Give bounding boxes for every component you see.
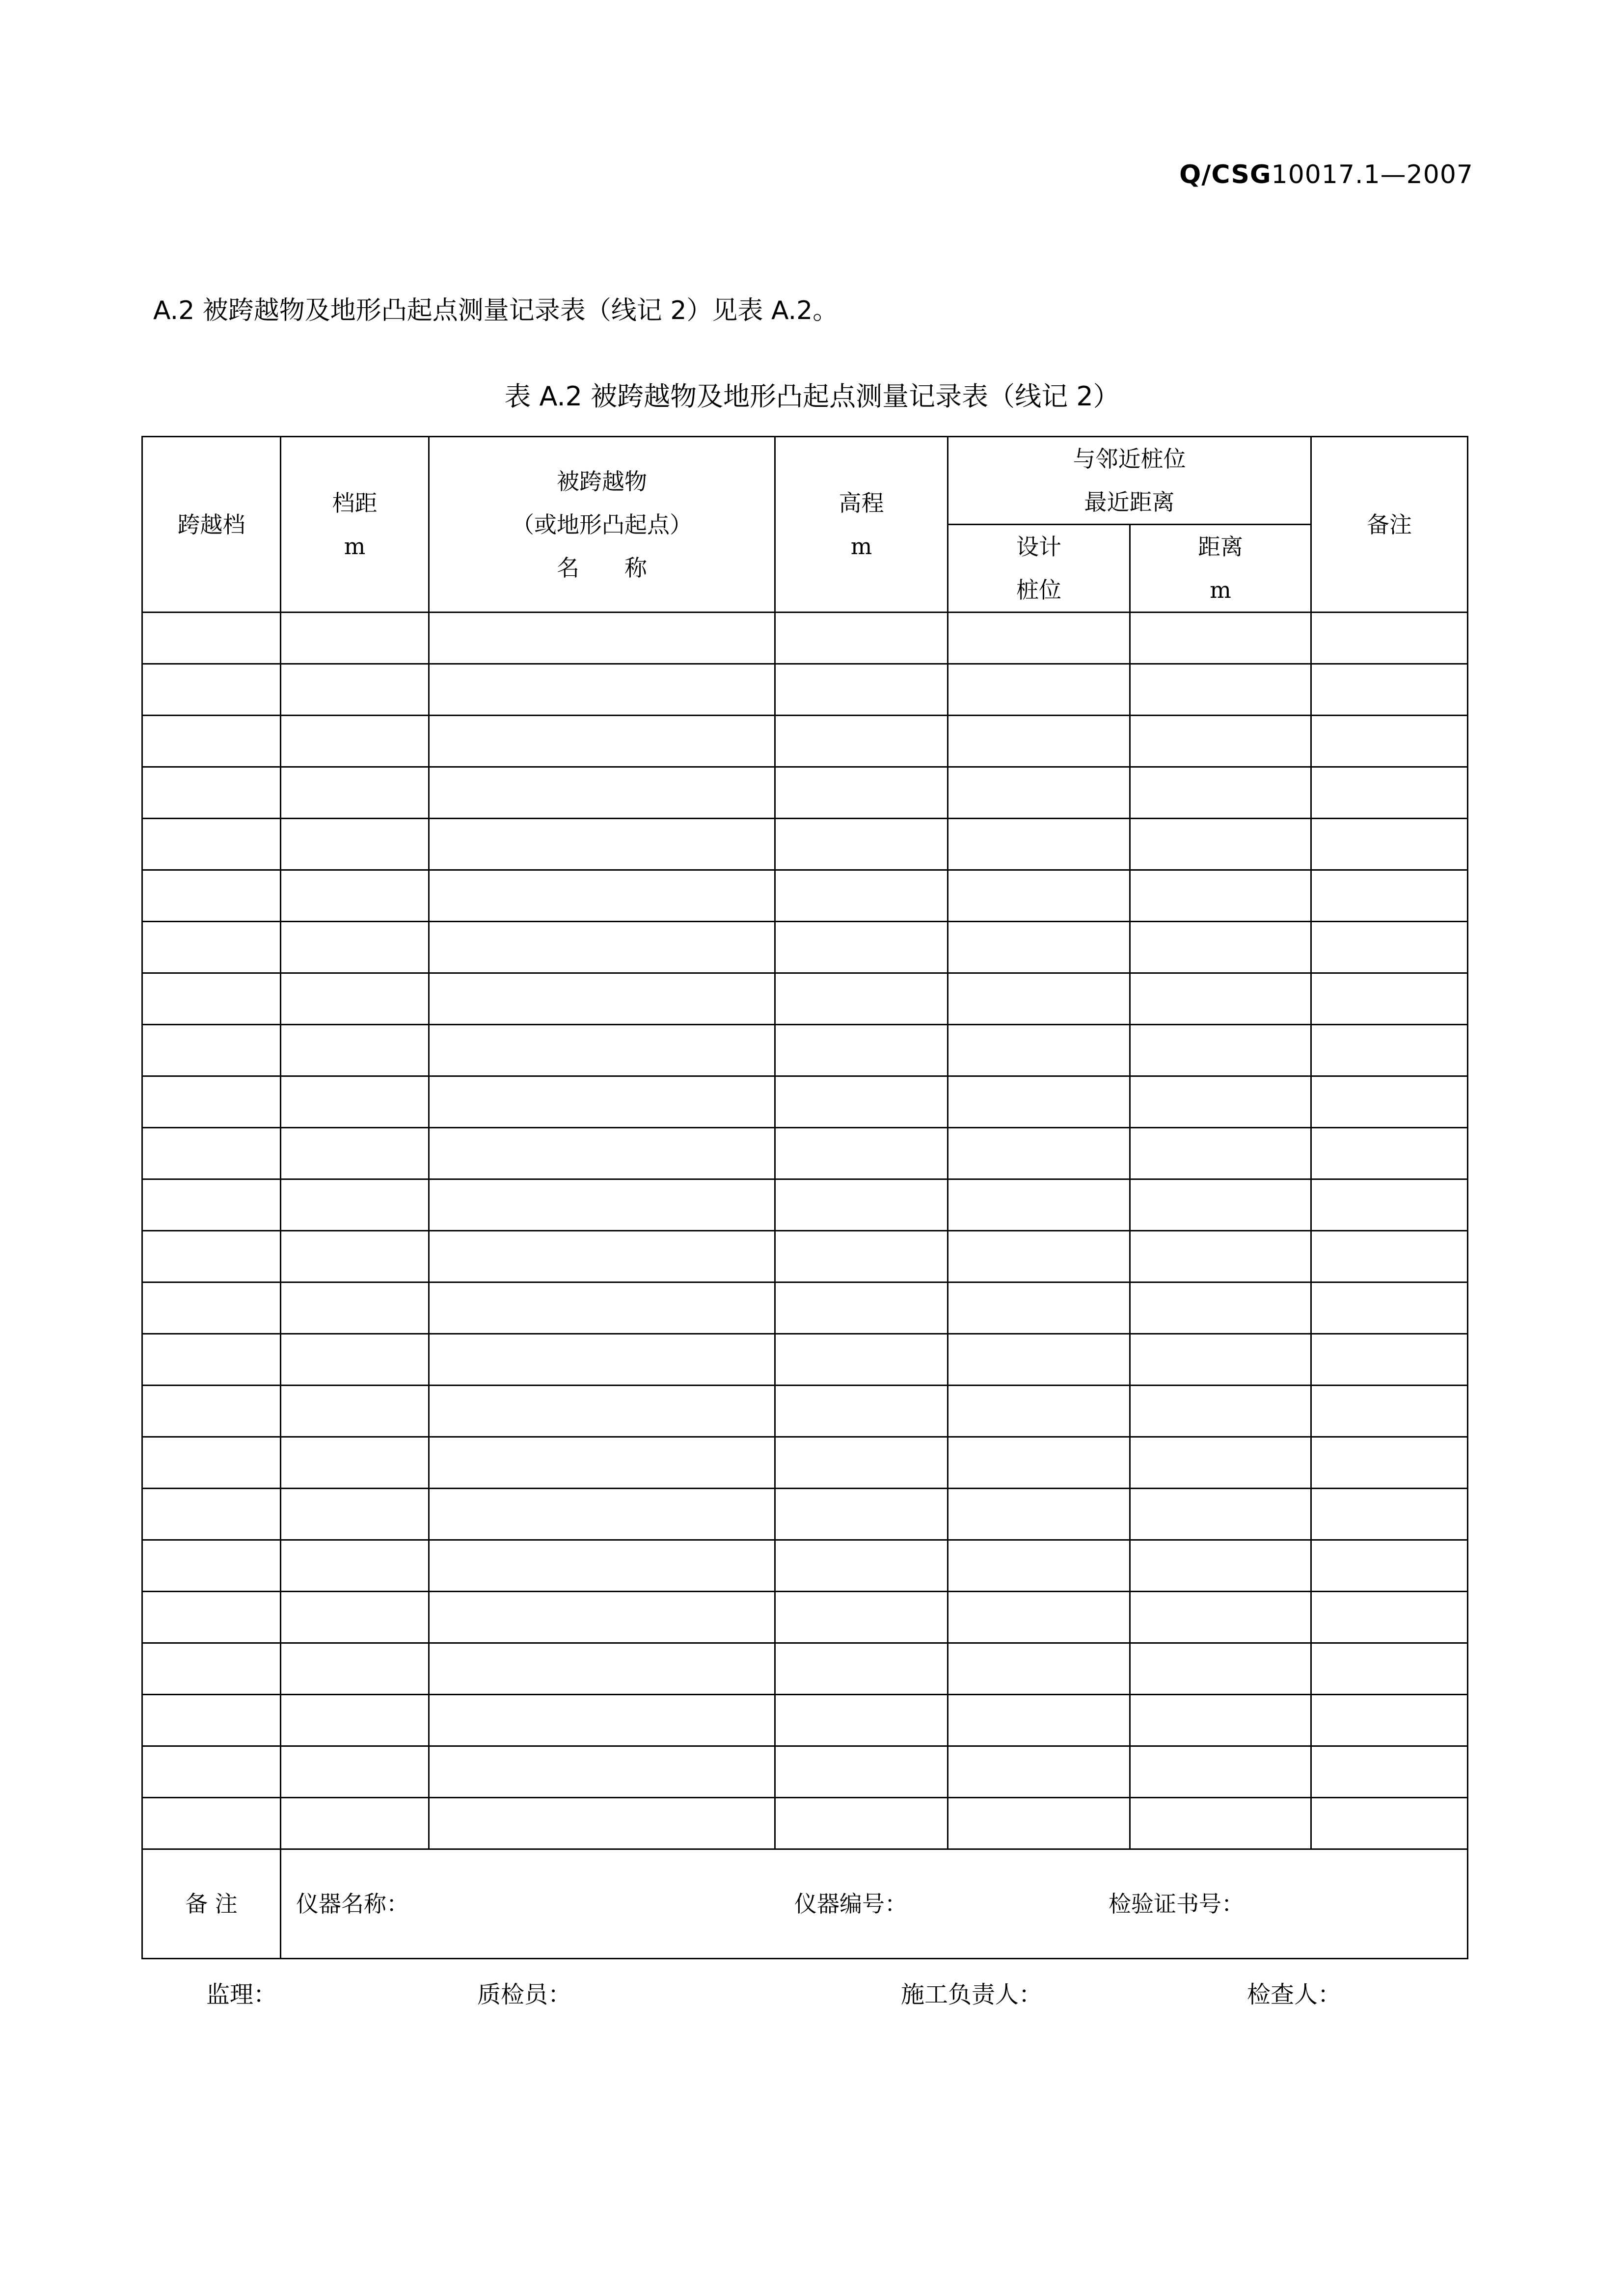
cell-remarks[interactable] — [1311, 1128, 1468, 1179]
cell-crossed-object[interactable] — [429, 819, 775, 870]
cell-span[interactable] — [142, 1231, 281, 1282]
table-row — [142, 664, 1468, 716]
cell-distance[interactable] — [1130, 1386, 1311, 1437]
cell-crossed-object[interactable] — [429, 973, 775, 1025]
cell-crossed-object[interactable] — [429, 767, 775, 819]
cell-span[interactable] — [142, 664, 281, 716]
cell-design-pile[interactable] — [948, 922, 1130, 973]
cell-elevation[interactable] — [775, 716, 948, 767]
cell-crossed-object[interactable] — [429, 1695, 775, 1746]
table-row — [142, 1437, 1468, 1489]
cell-remarks[interactable] — [1311, 716, 1468, 767]
cell-span-distance[interactable] — [281, 716, 429, 767]
table-row — [142, 973, 1468, 1025]
cell-elevation[interactable] — [775, 1179, 948, 1231]
cell-span[interactable] — [142, 1437, 281, 1489]
cell-crossed-object[interactable] — [429, 664, 775, 716]
cell-span[interactable] — [142, 973, 281, 1025]
cell-remarks[interactable] — [1311, 1540, 1468, 1592]
cell-elevation[interactable] — [775, 1076, 948, 1128]
cell-distance[interactable] — [1130, 1282, 1311, 1334]
notes-row — [142, 1849, 1468, 1959]
cell-elevation[interactable] — [775, 1437, 948, 1489]
cell-span-distance[interactable] — [281, 1540, 429, 1592]
cell-distance[interactable] — [1130, 1695, 1311, 1746]
table-row — [142, 1489, 1468, 1540]
cell-span-distance[interactable] — [281, 1592, 429, 1643]
table-row — [142, 1231, 1468, 1282]
cell-elevation[interactable] — [775, 1386, 948, 1437]
cell-remarks[interactable] — [1311, 767, 1468, 819]
cell-span[interactable] — [142, 767, 281, 819]
cell-span-distance[interactable] — [281, 1386, 429, 1437]
cell-design-pile[interactable] — [948, 1282, 1130, 1334]
cell-remarks[interactable] — [1311, 973, 1468, 1025]
cell-elevation[interactable] — [775, 1643, 948, 1695]
cell-elevation[interactable] — [775, 870, 948, 922]
cell-remarks[interactable] — [1311, 1179, 1468, 1231]
instrument-name-label: 仪器名称： — [296, 1891, 409, 1917]
cell-design-pile[interactable] — [948, 1489, 1130, 1540]
cell-span-distance[interactable] — [281, 922, 429, 973]
cell-crossed-object[interactable] — [429, 1592, 775, 1643]
cell-span[interactable] — [142, 1025, 281, 1076]
cell-distance[interactable] — [1130, 1540, 1311, 1592]
cell-remarks[interactable] — [1311, 870, 1468, 922]
cell-design-pile[interactable] — [948, 870, 1130, 922]
cell-elevation[interactable] — [775, 1798, 948, 1849]
cell-design-pile[interactable] — [948, 716, 1130, 767]
cell-span-distance[interactable] — [281, 1334, 429, 1386]
cell-design-pile[interactable] — [948, 1695, 1130, 1746]
cell-distance[interactable] — [1130, 1489, 1311, 1540]
cell-distance[interactable] — [1130, 1231, 1311, 1282]
document-code-prefix: Q/CSG — [1179, 160, 1272, 189]
header-row-1 — [142, 437, 1468, 525]
cell-elevation[interactable] — [775, 767, 948, 819]
cell-distance[interactable] — [1130, 1437, 1311, 1489]
cell-span-distance[interactable] — [281, 1128, 429, 1179]
signature-quality-inspector: 质检员： — [477, 1981, 572, 2008]
table-row — [142, 1128, 1468, 1179]
table-row — [142, 922, 1468, 973]
header-distance: 距离 m — [1130, 525, 1311, 613]
cell-elevation[interactable] — [775, 1489, 948, 1540]
cell-design-pile[interactable] — [948, 664, 1130, 716]
cell-remarks[interactable] — [1311, 1592, 1468, 1643]
cell-remarks[interactable] — [1311, 1025, 1468, 1076]
table-row — [142, 1179, 1468, 1231]
table-row — [142, 1746, 1468, 1798]
cell-elevation[interactable] — [775, 664, 948, 716]
cell-span-distance[interactable] — [281, 1179, 429, 1231]
cell-elevation[interactable] — [775, 1592, 948, 1643]
cell-remarks[interactable] — [1311, 1231, 1468, 1282]
cell-distance[interactable] — [1130, 1076, 1311, 1128]
document-code-number: 10017.1—2007 — [1271, 160, 1473, 189]
table-row — [142, 613, 1468, 664]
cell-remarks[interactable] — [1311, 664, 1468, 716]
cell-crossed-object[interactable] — [429, 1437, 775, 1489]
document-code — [1179, 160, 1473, 189]
table-row — [142, 767, 1468, 819]
cell-design-pile[interactable] — [948, 613, 1130, 664]
cell-design-pile[interactable] — [948, 1179, 1130, 1231]
cell-distance[interactable] — [1130, 1179, 1311, 1231]
cell-distance[interactable] — [1130, 1592, 1311, 1643]
notes-content — [281, 1849, 1468, 1959]
cell-crossed-object[interactable] — [429, 1231, 775, 1282]
cell-span[interactable] — [142, 1643, 281, 1695]
cell-design-pile[interactable] — [948, 1798, 1130, 1849]
cell-crossed-object[interactable] — [429, 922, 775, 973]
cell-crossed-object[interactable] — [429, 1282, 775, 1334]
cell-distance[interactable] — [1130, 1643, 1311, 1695]
table-row — [142, 1592, 1468, 1643]
cell-remarks[interactable] — [1311, 1386, 1468, 1437]
table-row — [142, 1025, 1468, 1076]
cell-crossed-object[interactable] — [429, 1025, 775, 1076]
cell-distance[interactable] — [1130, 819, 1311, 870]
cell-span-distance[interactable] — [281, 664, 429, 716]
header-span: 跨越档 — [142, 437, 281, 613]
table-caption: 表 A.2 被跨越物及地形凸起点测量记录表（线记 2） — [504, 381, 1120, 412]
cell-design-pile[interactable] — [948, 819, 1130, 870]
signature-supervisor: 监理： — [206, 1981, 277, 2008]
measurement-record-table — [141, 436, 1468, 1959]
cell-elevation[interactable] — [775, 1231, 948, 1282]
cell-span-distance[interactable] — [281, 767, 429, 819]
cell-span-distance[interactable] — [281, 1798, 429, 1849]
cell-crossed-object[interactable] — [429, 1334, 775, 1386]
table-row — [142, 1076, 1468, 1128]
cell-span[interactable] — [142, 1282, 281, 1334]
cell-design-pile[interactable] — [948, 767, 1130, 819]
table-row — [142, 1643, 1468, 1695]
cell-span[interactable] — [142, 1334, 281, 1386]
signature-construction-leader: 施工负责人： — [901, 1981, 1043, 2008]
cell-span-distance[interactable] — [281, 870, 429, 922]
cell-span[interactable] — [142, 1076, 281, 1128]
cell-distance[interactable] — [1130, 870, 1311, 922]
cell-span-distance[interactable] — [281, 1025, 429, 1076]
cell-design-pile[interactable] — [948, 1592, 1130, 1643]
cell-distance[interactable] — [1130, 1746, 1311, 1798]
cell-design-pile[interactable] — [948, 1025, 1130, 1076]
cell-span[interactable] — [142, 1540, 281, 1592]
cell-crossed-object[interactable] — [429, 1489, 775, 1540]
cell-crossed-object[interactable] — [429, 1643, 775, 1695]
cell-elevation[interactable] — [775, 973, 948, 1025]
table-row — [142, 1695, 1468, 1746]
cell-span[interactable] — [142, 1592, 281, 1643]
cell-span-distance[interactable] — [281, 1231, 429, 1282]
cell-elevation[interactable] — [775, 1025, 948, 1076]
cell-design-pile[interactable] — [948, 1076, 1130, 1128]
table-row — [142, 1282, 1468, 1334]
cell-elevation[interactable] — [775, 613, 948, 664]
cell-span[interactable] — [142, 922, 281, 973]
cell-span-distance[interactable] — [281, 819, 429, 870]
cell-elevation[interactable] — [775, 1540, 948, 1592]
signature-row — [0, 1976, 1624, 2010]
cell-crossed-object[interactable] — [429, 1128, 775, 1179]
cell-design-pile[interactable] — [948, 973, 1130, 1025]
header-nearest-pile-distance: 与邻近桩位 最近距离 — [948, 437, 1311, 525]
cell-span-distance[interactable] — [281, 1746, 429, 1798]
cell-span[interactable] — [142, 613, 281, 664]
header-crossed-object: 被跨越物 （或地形凸起点） 名 称 — [429, 437, 775, 613]
cell-design-pile[interactable] — [948, 1437, 1130, 1489]
cell-crossed-object[interactable] — [429, 1540, 775, 1592]
table-row — [142, 1540, 1468, 1592]
section-heading: A.2 被跨越物及地形凸起点测量记录表（线记 2）见表 A.2。 — [153, 296, 839, 325]
cell-elevation[interactable] — [775, 1746, 948, 1798]
header-design-pile: 设计 桩位 — [948, 525, 1130, 613]
cell-distance[interactable] — [1130, 1128, 1311, 1179]
header-span-distance: 档距 m — [281, 437, 429, 613]
cell-remarks[interactable] — [1311, 1489, 1468, 1540]
cell-distance[interactable] — [1130, 716, 1311, 767]
cell-span-distance[interactable] — [281, 1437, 429, 1489]
table-row — [142, 819, 1468, 870]
cell-span-distance[interactable] — [281, 1489, 429, 1540]
cell-elevation[interactable] — [775, 922, 948, 973]
cell-remarks[interactable] — [1311, 1282, 1468, 1334]
table-row — [142, 1386, 1468, 1437]
cell-elevation[interactable] — [775, 1282, 948, 1334]
cell-span[interactable] — [142, 1746, 281, 1798]
notes-label: 备 注 — [142, 1849, 281, 1959]
table-row — [142, 1334, 1468, 1386]
cell-span[interactable] — [142, 1179, 281, 1231]
cell-elevation[interactable] — [775, 1334, 948, 1386]
cell-remarks[interactable] — [1311, 1695, 1468, 1746]
cell-elevation[interactable] — [775, 1695, 948, 1746]
cell-design-pile[interactable] — [948, 1540, 1130, 1592]
cell-span-distance[interactable] — [281, 613, 429, 664]
cell-span[interactable] — [142, 1386, 281, 1437]
cell-remarks[interactable] — [1311, 1798, 1468, 1849]
cell-remarks[interactable] — [1311, 922, 1468, 973]
cell-crossed-object[interactable] — [429, 716, 775, 767]
cell-distance[interactable] — [1130, 1798, 1311, 1849]
cell-span-distance[interactable] — [281, 1076, 429, 1128]
cell-design-pile[interactable] — [948, 1334, 1130, 1386]
cell-distance[interactable] — [1130, 613, 1311, 664]
header-elevation: 高程 m — [775, 437, 948, 613]
cell-distance[interactable] — [1130, 973, 1311, 1025]
cell-crossed-object[interactable] — [429, 1179, 775, 1231]
cell-remarks[interactable] — [1311, 613, 1468, 664]
cell-span-distance[interactable] — [281, 1643, 429, 1695]
table-row — [142, 870, 1468, 922]
cell-span[interactable] — [142, 1128, 281, 1179]
cell-elevation[interactable] — [775, 1128, 948, 1179]
signature-inspector: 检查人： — [1247, 1981, 1342, 2008]
cell-span[interactable] — [142, 819, 281, 870]
cell-remarks[interactable] — [1311, 819, 1468, 870]
table-row — [142, 1798, 1468, 1849]
cell-remarks[interactable] — [1311, 1076, 1468, 1128]
header-remarks: 备注 — [1311, 437, 1468, 613]
cell-crossed-object[interactable] — [429, 1798, 775, 1849]
cell-distance[interactable] — [1130, 1334, 1311, 1386]
cell-span-distance[interactable] — [281, 1695, 429, 1746]
cell-design-pile[interactable] — [948, 1746, 1130, 1798]
cell-span[interactable] — [142, 716, 281, 767]
certificate-number-label: 检验证书号： — [1109, 1891, 1244, 1917]
cell-distance[interactable] — [1130, 922, 1311, 973]
cell-distance[interactable] — [1130, 1025, 1311, 1076]
cell-design-pile[interactable] — [948, 1386, 1130, 1437]
table-row — [142, 716, 1468, 767]
cell-span[interactable] — [142, 870, 281, 922]
cell-span-distance[interactable] — [281, 1282, 429, 1334]
cell-distance[interactable] — [1130, 664, 1311, 716]
cell-crossed-object[interactable] — [429, 870, 775, 922]
cell-crossed-object[interactable] — [429, 1746, 775, 1798]
cell-crossed-object[interactable] — [429, 1076, 775, 1128]
cell-remarks[interactable] — [1311, 1643, 1468, 1695]
cell-span[interactable] — [142, 1695, 281, 1746]
cell-remarks[interactable] — [1311, 1746, 1468, 1798]
cell-crossed-object[interactable] — [429, 1386, 775, 1437]
instrument-number-label: 仪器编号： — [794, 1891, 907, 1917]
cell-design-pile[interactable] — [948, 1128, 1130, 1179]
cell-elevation[interactable] — [775, 819, 948, 870]
cell-span-distance[interactable] — [281, 973, 429, 1025]
cell-design-pile[interactable] — [948, 1643, 1130, 1695]
cell-remarks[interactable] — [1311, 1334, 1468, 1386]
cell-span[interactable] — [142, 1489, 281, 1540]
cell-span[interactable] — [142, 1798, 281, 1849]
cell-design-pile[interactable] — [948, 1231, 1130, 1282]
cell-crossed-object[interactable] — [429, 613, 775, 664]
cell-distance[interactable] — [1130, 767, 1311, 819]
cell-remarks[interactable] — [1311, 1437, 1468, 1489]
